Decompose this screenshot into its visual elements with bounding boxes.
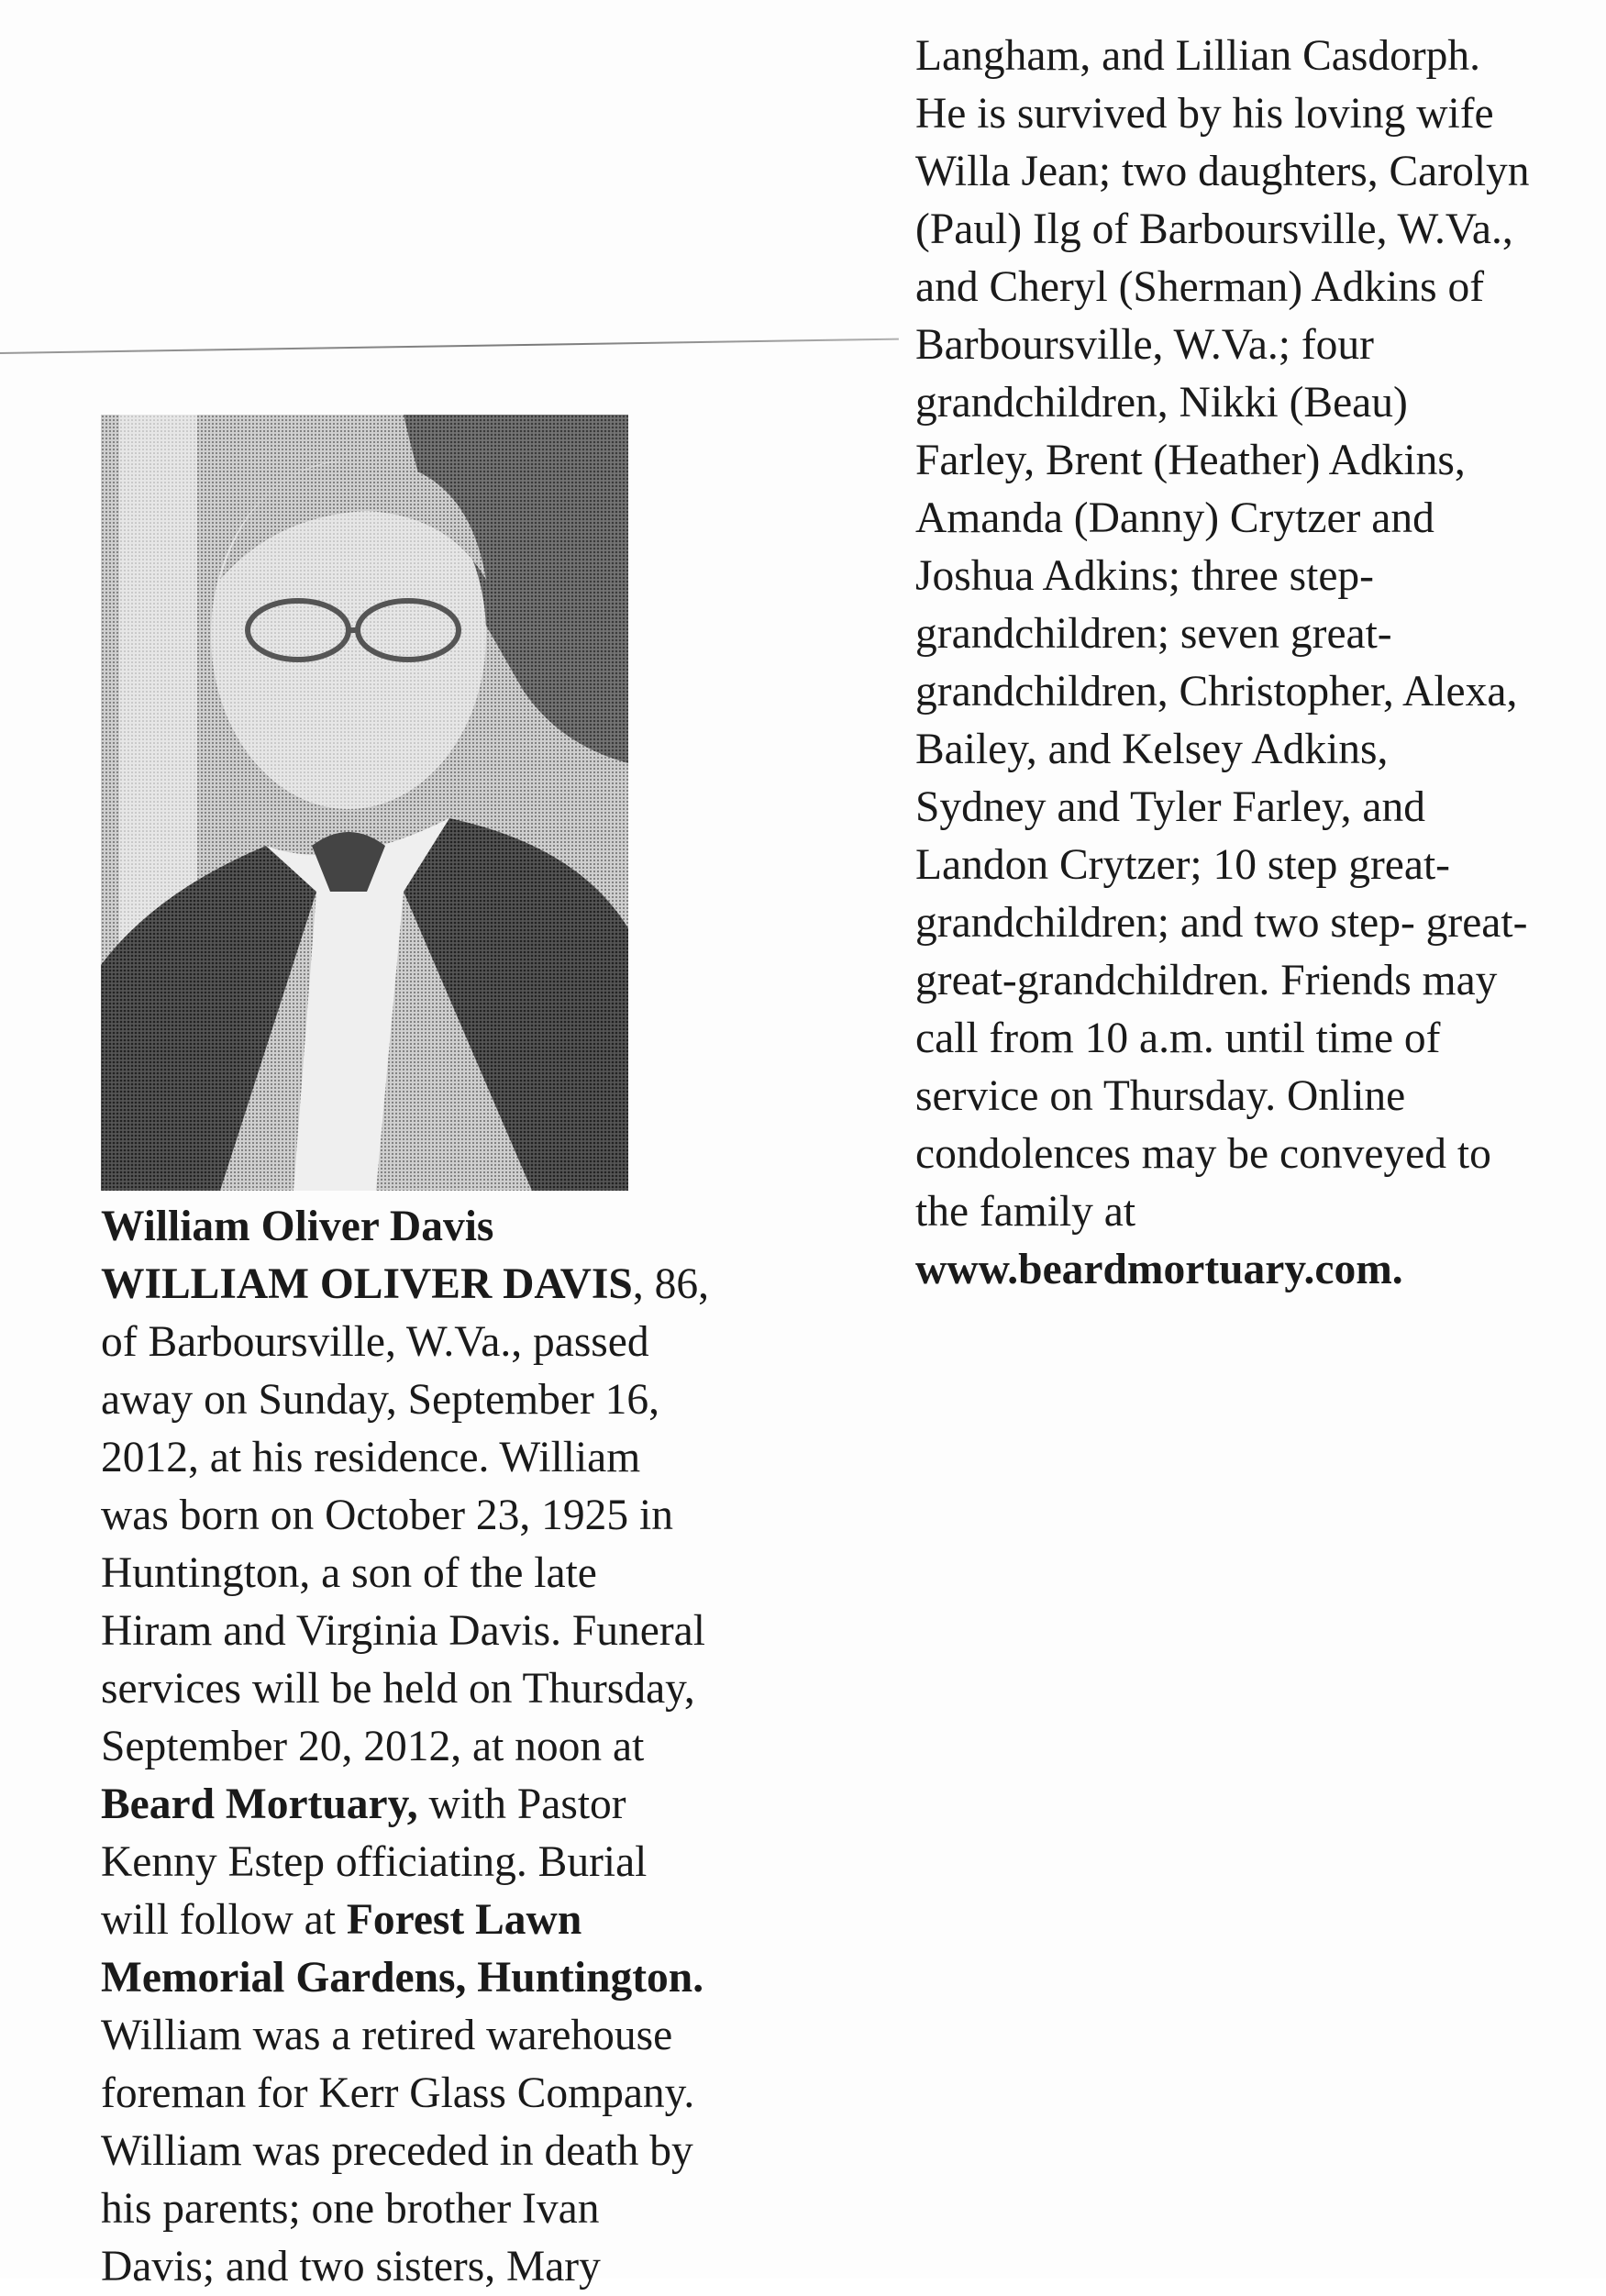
text-line: Davis; and two sisters, Mary bbox=[101, 2243, 601, 2290]
clipping-cut-edge bbox=[0, 338, 899, 354]
text-fragment: will follow at bbox=[101, 1896, 347, 1944]
cemetery-name-cont: Memorial Gardens, Huntington. bbox=[101, 1954, 704, 2002]
text-line: services will be held on Thursday, bbox=[101, 1665, 695, 1713]
deceased-name: WILLIAM OLIVER DAVIS bbox=[101, 1260, 633, 1308]
cemetery-name: Forest Lawn bbox=[346, 1896, 582, 1944]
text-fragment: with Pastor bbox=[417, 1780, 626, 1828]
text-line: William was preceded in death by bbox=[101, 2127, 693, 2175]
text-line: call from 10 a.m. until time of bbox=[915, 1015, 1441, 1062]
text-line: Hiram and Virginia Davis. Funeral bbox=[101, 1607, 705, 1655]
mortuary-name: Beard Mortuary, bbox=[101, 1780, 418, 1828]
text-line: Huntington, a son of the late bbox=[101, 1549, 597, 1597]
text-line: Willa Jean; two daughters, Carolyn bbox=[915, 148, 1530, 195]
text-line: grandchildren; seven great- bbox=[915, 610, 1392, 658]
text-line: He is survived by his loving wife bbox=[915, 90, 1494, 138]
text-line: the family at bbox=[915, 1188, 1136, 1236]
portrait-photo bbox=[101, 415, 628, 1191]
text-line: and Cheryl (Sherman) Adkins of bbox=[915, 263, 1485, 311]
text-line: (Paul) Ilg of Barboursville, W.Va., bbox=[915, 205, 1513, 253]
text-line: of Barboursville, W.Va., passed bbox=[101, 1318, 649, 1366]
text-line bbox=[101, 1776, 709, 1834]
text-line bbox=[101, 1256, 709, 1314]
text-fragment: , 86, bbox=[632, 1260, 709, 1308]
text-line: grandchildren, Nikki (Beau) bbox=[915, 379, 1408, 427]
text-line: Joshua Adkins; three step- bbox=[915, 552, 1375, 600]
text-line: great-grandchildren. Friends may bbox=[915, 957, 1498, 1004]
obituary-heading: William Oliver Davis bbox=[101, 1203, 494, 1250]
text-line: Sydney and Tyler Farley, and bbox=[915, 783, 1425, 831]
text-line: grandchildren; and two step- great- bbox=[915, 899, 1528, 947]
mortuary-website: www.beardmortuary.com. bbox=[915, 1246, 1403, 1293]
text-line: grandchildren, Christopher, Alexa, bbox=[915, 668, 1518, 715]
portrait-photo-graphic bbox=[101, 415, 628, 1191]
text-line: was born on October 23, 1925 in bbox=[101, 1492, 673, 1539]
text-line: condolences may be conveyed to bbox=[915, 1130, 1491, 1178]
text-line: 2012, at his residence. William bbox=[101, 1434, 641, 1481]
text-line: away on Sunday, September 16, bbox=[101, 1376, 660, 1424]
text-line: Landon Crytzer; 10 step great- bbox=[915, 841, 1450, 889]
obituary-left-column bbox=[101, 1198, 709, 2296]
text-line: Farley, Brent (Heather) Adkins, bbox=[915, 437, 1466, 484]
text-line: Bailey, and Kelsey Adkins, bbox=[915, 726, 1389, 773]
text-line: September 20, 2012, at noon at bbox=[101, 1723, 645, 1770]
text-line: service on Thursday. Online bbox=[915, 1072, 1406, 1120]
text-line bbox=[101, 1891, 709, 1949]
obituary-right-column bbox=[915, 28, 1530, 1299]
text-line: William was a retired warehouse bbox=[101, 2012, 673, 2059]
text-line: Langham, and Lillian Casdorph. bbox=[915, 32, 1481, 80]
text-line: Barboursville, W.Va.; four bbox=[915, 321, 1375, 369]
text-line: foreman for Kerr Glass Company. bbox=[101, 2069, 695, 2117]
text-line: his parents; one brother Ivan bbox=[101, 2185, 600, 2233]
text-line: Kenny Estep officiating. Burial bbox=[101, 1838, 648, 1886]
text-line: Amanda (Danny) Crytzer and bbox=[915, 494, 1434, 542]
